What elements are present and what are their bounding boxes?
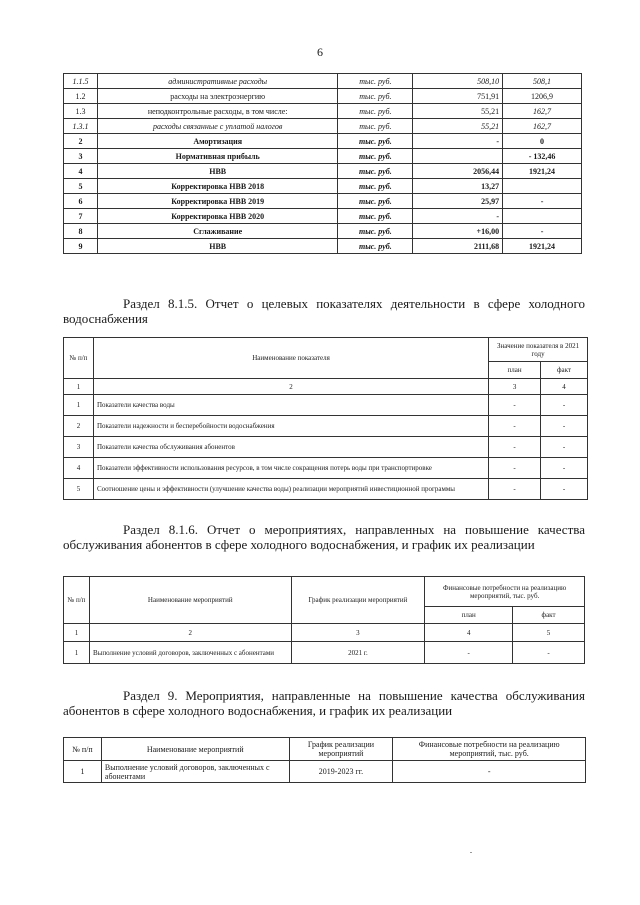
table-row xyxy=(64,89,582,104)
index-cell: 1 xyxy=(64,624,90,642)
col-finance-group-header: Финансовые потребности на реализацию мероприятий, тыс. руб. xyxy=(425,577,585,607)
row-number: 1.2 xyxy=(64,89,98,104)
row-unit: тыс. руб. xyxy=(338,74,413,89)
row-number: 6 xyxy=(64,194,98,209)
row-fact-value: 1206,9 xyxy=(503,89,582,104)
row-number: 2 xyxy=(64,416,94,437)
row-fact-value: 1921,24 xyxy=(503,164,582,179)
row-schedule: 2019-2023 гг. xyxy=(289,761,393,783)
row-unit: тыс. руб. xyxy=(338,89,413,104)
row-plan-value: 55,21 xyxy=(413,104,503,119)
col-finance-header: Финансовые потребности на реализацию мероприятий, тыс. руб. xyxy=(393,738,586,761)
index-cell: 5 xyxy=(513,624,585,642)
table-row xyxy=(64,239,582,254)
row-plan-value: 55,21 xyxy=(413,119,503,134)
row-fact-value: - xyxy=(541,458,588,479)
row-fact-value: 0 xyxy=(503,134,582,149)
row-unit: тыс. руб. xyxy=(338,149,413,164)
row-number: 1.1.5 xyxy=(64,74,98,89)
row-plan-value: - xyxy=(489,416,541,437)
row-fact-value xyxy=(503,179,582,194)
row-number: 1 xyxy=(64,761,102,783)
row-name: Показатели качества воды xyxy=(93,395,488,416)
row-name: Показатели эффективности использования ресурсов, в том числе сокращения потерь воды при транспортировке xyxy=(93,458,488,479)
row-plan-value: - xyxy=(425,642,513,664)
row-name: НВВ xyxy=(97,239,337,254)
row-name: расходы связанные с уплатой налогов xyxy=(97,119,337,134)
row-unit: тыс. руб. xyxy=(338,179,413,194)
section-815-heading: Раздел 8.1.5. Отчет о целевых показателях деятельности в сфере холодного водоснабжения xyxy=(63,296,585,326)
row-unit: тыс. руб. xyxy=(338,209,413,224)
row-name: Корректировка НВВ 2019 xyxy=(97,194,337,209)
table-row xyxy=(64,209,582,224)
col-schedule-header: График реализации мероприятий xyxy=(291,577,425,624)
row-fact-value: 1921,24 xyxy=(503,239,582,254)
col-plan-header: план xyxy=(425,607,513,624)
row-fact-value: 162,7 xyxy=(503,119,582,134)
col-num-header: № п/п xyxy=(64,738,102,761)
index-cell: 3 xyxy=(291,624,425,642)
row-plan-value: - xyxy=(489,437,541,458)
row-number: 1 xyxy=(64,395,94,416)
row-name: административные расходы xyxy=(97,74,337,89)
row-number: 4 xyxy=(64,458,94,479)
row-fact-value: - xyxy=(541,416,588,437)
row-name: расходы на электроэнергию xyxy=(97,89,337,104)
row-schedule: 2021 г. xyxy=(291,642,425,664)
table-row xyxy=(64,164,582,179)
row-unit: тыс. руб. xyxy=(338,224,413,239)
row-fact-value: - xyxy=(541,437,588,458)
col-schedule-header: График реализации мероприятий xyxy=(289,738,393,761)
row-name: Выполнение условий договоров, заключенных с абонентами xyxy=(101,761,289,783)
row-number: 7 xyxy=(64,209,98,224)
table-row xyxy=(64,119,582,134)
col-name-header: Наименование мероприятий xyxy=(101,738,289,761)
row-fact-value: 162,7 xyxy=(503,104,582,119)
measures-report-table xyxy=(63,576,585,664)
table-row xyxy=(64,179,582,194)
measures-plan-table xyxy=(63,737,586,783)
row-name: Выполнение условий договоров, заключенных с абонентами xyxy=(89,642,291,664)
row-fact-value: - xyxy=(541,479,588,500)
table-row xyxy=(64,104,582,119)
col-plan-header: план xyxy=(489,362,541,379)
row-fact-value: - xyxy=(503,224,582,239)
row-unit: тыс. руб. xyxy=(338,104,413,119)
row-number: 5 xyxy=(64,479,94,500)
col-name-header: Наименование показателя xyxy=(93,338,488,379)
budget-table xyxy=(63,73,582,254)
row-fact-value xyxy=(503,209,582,224)
row-name: Нормативная прибыль xyxy=(97,149,337,164)
row-finance-value: - xyxy=(393,761,586,783)
index-cell: 2 xyxy=(89,624,291,642)
row-number: 8 xyxy=(64,224,98,239)
row-name: Показатели надежности и бесперебойности водоснабжения xyxy=(93,416,488,437)
row-unit: тыс. руб. xyxy=(338,194,413,209)
row-number: 1.3.1 xyxy=(64,119,98,134)
table-row xyxy=(64,134,582,149)
row-number: 9 xyxy=(64,239,98,254)
row-plan-value: +16,00 xyxy=(413,224,503,239)
table-row xyxy=(64,194,582,209)
row-plan-value: 751,91 xyxy=(413,89,503,104)
row-name: НВВ xyxy=(97,164,337,179)
page-number: 6 xyxy=(317,45,323,59)
row-plan-value: 2111,68 xyxy=(413,239,503,254)
row-plan-value: 13,27 xyxy=(413,179,503,194)
col-fact-header: факт xyxy=(513,607,585,624)
row-fact-value: 508,1 xyxy=(503,74,582,89)
row-fact-value: - xyxy=(541,395,588,416)
row-name: Амортизация xyxy=(97,134,337,149)
scan-speck xyxy=(470,852,472,853)
row-plan-value: 2056,44 xyxy=(413,164,503,179)
section-9-heading: Раздел 9. Мероприятия, направленные на повышение качества обслуживания абонентов в сфере холодного водоснабжения, и график их реализации xyxy=(63,688,585,718)
targets-table xyxy=(63,337,588,500)
row-plan-value: 25,97 xyxy=(413,194,503,209)
row-unit: тыс. руб. xyxy=(338,164,413,179)
table-row xyxy=(64,224,582,239)
table-row xyxy=(64,761,586,783)
row-number: 1 xyxy=(64,642,90,664)
index-cell: 4 xyxy=(541,379,588,395)
row-number: 3 xyxy=(64,437,94,458)
row-number: 5 xyxy=(64,179,98,194)
row-name: неподконтрольные расходы, в том числе: xyxy=(97,104,337,119)
row-plan-value: - xyxy=(489,458,541,479)
row-plan-value: 508,10 xyxy=(413,74,503,89)
row-name: Соотношение цены и эффективности (улучшение качества воды) реализации мероприятий инвестиционной программы xyxy=(93,479,488,500)
row-name: Корректировка НВВ 2018 xyxy=(97,179,337,194)
index-cell: 3 xyxy=(489,379,541,395)
col-num-header: № п/п xyxy=(64,338,94,379)
index-cell: 4 xyxy=(425,624,513,642)
row-plan-value: - xyxy=(489,479,541,500)
row-plan-value xyxy=(413,149,503,164)
row-name: Сглаживание xyxy=(97,224,337,239)
table-row xyxy=(64,437,588,458)
row-unit: тыс. руб. xyxy=(338,239,413,254)
table-row xyxy=(64,416,588,437)
table-row xyxy=(64,479,588,500)
row-unit: тыс. руб. xyxy=(338,134,413,149)
row-unit: тыс. руб. xyxy=(338,119,413,134)
index-cell: 1 xyxy=(64,379,94,395)
row-plan-value: - xyxy=(489,395,541,416)
row-fact-value: - xyxy=(513,642,585,664)
col-num-header: № п/п xyxy=(64,577,90,624)
row-number: 4 xyxy=(64,164,98,179)
row-plan-value: - xyxy=(413,134,503,149)
index-cell: 2 xyxy=(93,379,488,395)
row-name: Показатели качества обслуживания абонентов xyxy=(93,437,488,458)
row-number: 3 xyxy=(64,149,98,164)
row-number: 2 xyxy=(64,134,98,149)
table-row xyxy=(64,642,585,664)
col-name-header: Наименование мероприятий xyxy=(89,577,291,624)
row-name: Корректировка НВВ 2020 xyxy=(97,209,337,224)
table-row xyxy=(64,149,582,164)
row-plan-value: - xyxy=(413,209,503,224)
table-row xyxy=(64,458,588,479)
table-row xyxy=(64,395,588,416)
col-fact-header: факт xyxy=(541,362,588,379)
row-fact-value: - xyxy=(503,194,582,209)
row-fact-value: - 132,46 xyxy=(503,149,582,164)
section-816-heading: Раздел 8.1.6. Отчет о мероприятиях, направленных на повышение качества обслуживания абонентов в сфере холодного водоснабжения, и график их реализации xyxy=(63,522,585,552)
row-number: 1.3 xyxy=(64,104,98,119)
col-value-group-header: Значение показателя в 2021 году xyxy=(489,338,588,362)
table-row xyxy=(64,74,582,89)
